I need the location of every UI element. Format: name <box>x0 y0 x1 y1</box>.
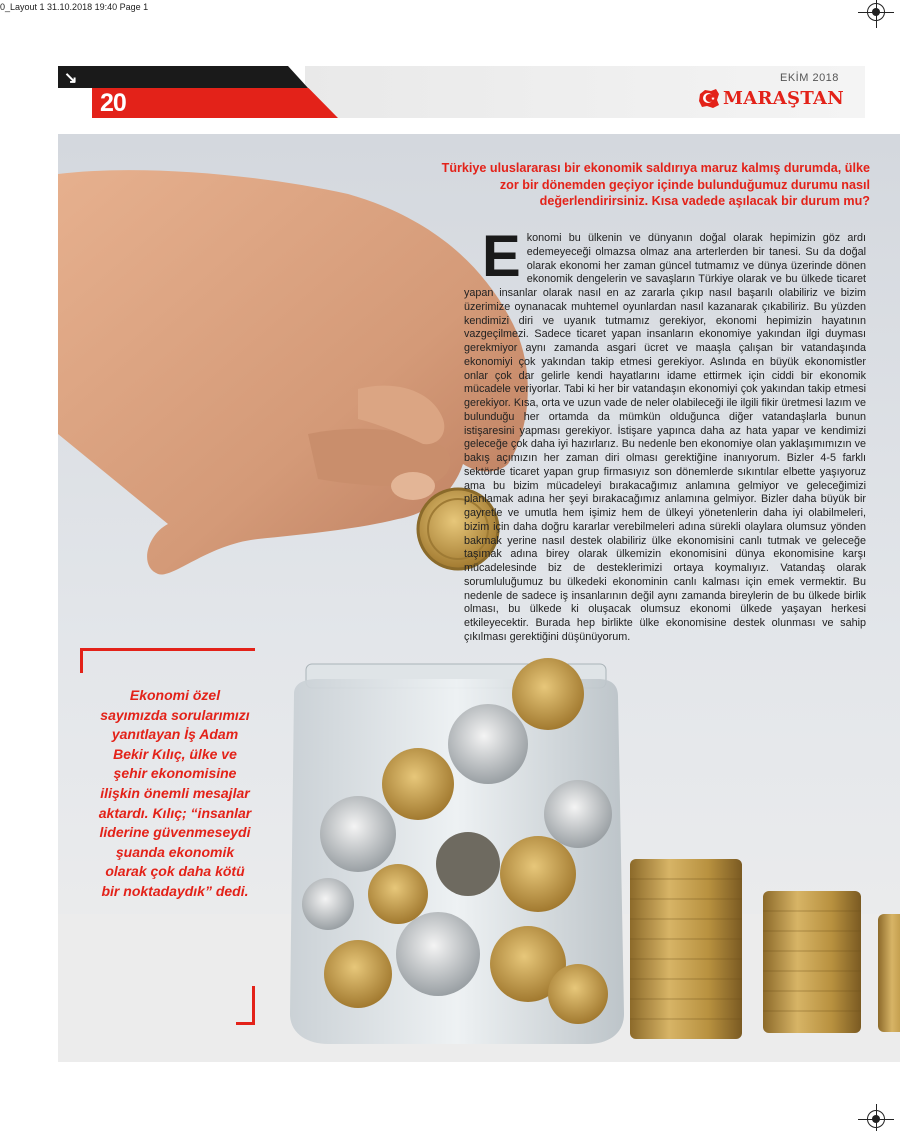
page-number: 20 <box>100 89 126 117</box>
brand-map-icon <box>697 86 721 110</box>
article-body <box>464 224 866 645</box>
header-black-bar <box>58 66 308 88</box>
issue-date: EKİM 2018 <box>780 72 839 84</box>
pull-quote-bracket-top <box>80 648 255 673</box>
registration-mark-icon <box>867 1110 885 1128</box>
header-red-bar <box>92 88 338 118</box>
article-body-text: konomi bu ülkenin ve dünyanın doğal olarak hepimizin göz ardı edemeyeceği olmazsa olmaz ana arterlerden bir tanesi. Su da doğal olarak ekonomi her zaman güncel tutmamız ve dünya üzerinde dönen ekonomik dengelerin ve savaşların Türkiye olarak ve bu ülkede ticaret yapan insanlar olarak nasıl en az zararla çıkıp nasıl başarılı olabiliriz ve bizim üzerimize oynanacak muhtemel oyunlardan nasıl kazanarak çıkabiliriz. Bu yüzden kendimizi diri ve uyanık tutmamız gerekiyor, ekonomi hepimizin hayatının vazgeçilmezi. Sadece ticaret yapan insanların ekonomiye yakından ilgi duyması gerekmiyor aynı zamanda asgari ücret ve maaşla çalışan bir vatandaşında ekonomiyi çok yakından takip etmesi gerekiyor. Aslında en büyük ekonomistler onlar çok dar gelirle kendi hayatlarını idame ettirmek için ciddi bir ekonomik mücadele veriyorlar. Tabi ki her bir vatandaşın ekonomiyi çok yakından takip etmesi gerekiyor. Kısa, orta ve uzun vade de neler olabileceği ile ilgili fikir üretmesi lazım ve bulunduğu her ortamda da mümkün olduğunca diğer vatandaşlarla bunun istişaresini yapması gerekiyor. İstişare yapınca daha az hata yapar ve kendimizi geleceğe çok daha iyi hazırlarız. Bu nedenle ben ekonomiye olan yaklaşımımızın ve bakış açımızın her zaman diri olması gerektiğine inanıyorum. Bizler 4-5 farklı sektörde ticaret yapan grup firmasıyız son dönemlerde sıkıntılar elbette yaşıyoruz ama bu bizim mücadeleyi bırakacağımız anlamına gelmiyor ve geleceğimizi planlamak adına her şeyi bırakacağımız anlamına gelmiyor. Bizler daha büyük bir gayretle ve umutla hem işimiz hem de ülkeyi yönetenlerin daha iyi olabilmeleri, bizim için daha doğru kararlar verebilmeleri adına sürekli olaylara olumsuz yönden bakmak yerine nasıl destek olabiliriz ülke ekonomisini canlı tutmak ve geleceğe taşımak adına birey olarak ülkemizin ekonomisini dünya ekonomisine karşı mücadelesinde biz de desteklerimizi ortaya koymalıyız. Vatandaş olarak sorumluluğumuz bu ülkedeki ekonominin canlı kalması için emek vermektir. Bu nedenle de sadece iş insanlarının değil aynı zamanda bireylerin de bu ülkede birlik olması, bu ülkede ki oluşacak olumsuz ekonomi ülkede yaşayan herkesi etkileyecektir. Burada hep birlikte ülke ekonomisine destek olunması ve sahip çıkılması gerektiğini düşünüyorum. <box>464 232 866 643</box>
pull-quote-bracket-bottom <box>236 986 255 1025</box>
brand-logo <box>697 86 844 110</box>
drop-cap: E <box>482 224 521 289</box>
print-slug: 0_Layout 1 31.10.2018 19:40 Page 1 <box>0 2 149 12</box>
arrow-down-right-icon: ↘ <box>64 70 78 87</box>
pull-quote: Ekonomi özel sayımızda sorularımızı yanıtlayan İş Adam Bekir Kılıç, ülke ve şehir ekonomisine ilişkin önemli mesajlar aktardı. Kılıç; “insanlar liderine güvenmeseydi şuanda ekonomik olarak çok daha kötü bir noktadaydık” dedi. <box>98 687 252 899</box>
article-question: Türkiye uluslararası bir ekonomik saldırıya maruz kalmış durumda, ülke zor bir dönemden geçiyor içinde bulunduğumuz durumu nasıl değerlendirirsiniz. Kısa vadede aşılacak bir durum mu? <box>441 161 870 208</box>
brand-name: MARAŞTAN <box>723 87 845 109</box>
registration-mark-icon <box>867 3 885 21</box>
